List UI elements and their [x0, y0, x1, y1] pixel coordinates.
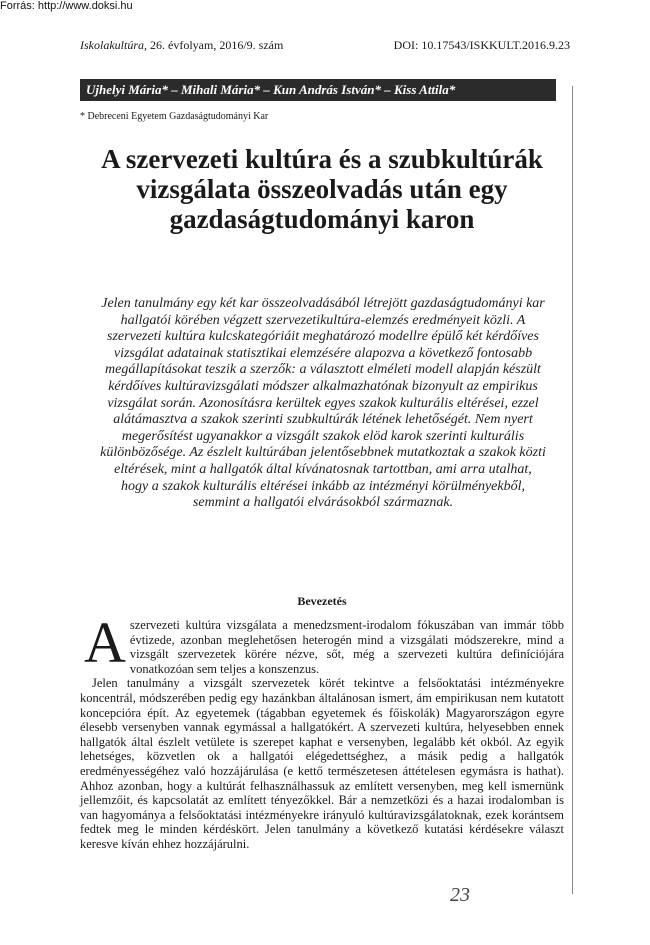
journal-issue: 26. évfolyam, 2016/9. szám [147, 38, 284, 52]
authors-list: Ujhelyi Mária* – Mihali Mária* – Kun András István* – Kiss Attila* [86, 82, 456, 97]
section-heading: Bevezetés [297, 594, 347, 608]
article-title: A szervezeti kultúra és a szubkultúrák vizsgálata összeolvadás után egy gazdaságtudományi karon [101, 144, 543, 234]
body-text [80, 610, 564, 852]
drop-cap: A [84, 610, 126, 675]
abstract: Jelen tanulmány egy két kar összeolvadásából létrejött gazdaságtudományi kar hallgatói körében végzett szervezetikultúra-elemzés eredményeit közli. A szervezeti kultúra kulcskategóriáit meghatározó modellre épülő két kérdőíves vizsgálat adatainak statisztikai elemzésére alapozva a következő fontosabb megállapításokat teszik a szerzők: a választott elméleti modell alapján készült kérdőíves kultúravizsgálati módszer alkalmazhatónak bizonyult az empirikus vizsgálat során. Azonosításra kerültek egyes szakok kulturális eltérései, ezzel alátámasztva a szakok szerinti szubkultúrák létének lehetőségét. Nem nyert megerősítést ugyanakkor a vizsgált szakok elöd karok szerinti kulturális különbözősége. Az észlelt kultúrában jelentősebbnek mutatkoztak a szakok közti eltérések, mint a hallgatók által kívánatosnak tartottban, ami arra utalhat, hogy a szakok kulturális eltérései inkább az intézményi körülményekből, semmint a hallgatói elvárásokból származnak. [100, 296, 546, 511]
paragraph-1-text: szervezeti kultúra vizsgálata a menedzsment-irodalom fókuszában van immár több évtizede, azonban meglehetősen heterogén mind a vizsgálati módszerekre, mind a vizsgált szervezetek körére nézve, sőt, még a szervezeti kultúra definíciójára vonatkozóan sem teljes a konszenzus. [129, 618, 564, 676]
journal-name: Iskolakultúra, [80, 38, 147, 52]
source-url-label[interactable]: Forrás: http://www.doksi.hu [0, 0, 133, 12]
affiliation: * Debreceni Egyetem Gazdaságtudományi Kar [80, 111, 269, 122]
paragraph-2: Jelen tanulmány a vizsgált szervezetek körét tekintve a felsőoktatási intézményekre koncentrál, módszerében pedig egy hazánkban általánosan ismert, ám empirikusan nem kutatott koncepcióra épít. Az egyetemek (tágabban egyetemek és főiskolák) Magyarországon egyre élesebb versenyben vannak egymással a hallgatókért. A szervezeti kultúra, helyesebben ennek hallgatók által észlelt vetülete is szerepet kaphat e versenyben, legalább két okból. Az egyik lehetséges, közvetlen ok a hallgatói elégedettséghez, a másik pedig a hallgatók eredményességéhez való hozzájárulása (e kettő természetesen áttételesen egymásra is hathat). Ahhoz azonban, hogy a kultúrát felhasználhassuk az említett versenyben, meg kell ismernünk jellemzőit, és kapcsolatát az említett tényezőkkel. Bár a nemzetközi és a hazai irodalomban is van hagyománya a felsőoktatási intézményekre irányuló kultúravizsgálatoknak, ezek korántsem fedtek meg le minden kérdéskört. Jelen tanulmány a következő kutatási kérdésekre választ keresve kíván ehhez hozzájárulni. [80, 676, 564, 851]
authors-bar [80, 79, 556, 101]
margin-rule [572, 86, 573, 894]
paragraph-intro [80, 610, 564, 676]
journal-citation [80, 38, 283, 53]
doi-label: DOI: 10.17543/ISKKULT.2016.9.23 [393, 38, 570, 52]
page-number: 23 [450, 884, 470, 906]
